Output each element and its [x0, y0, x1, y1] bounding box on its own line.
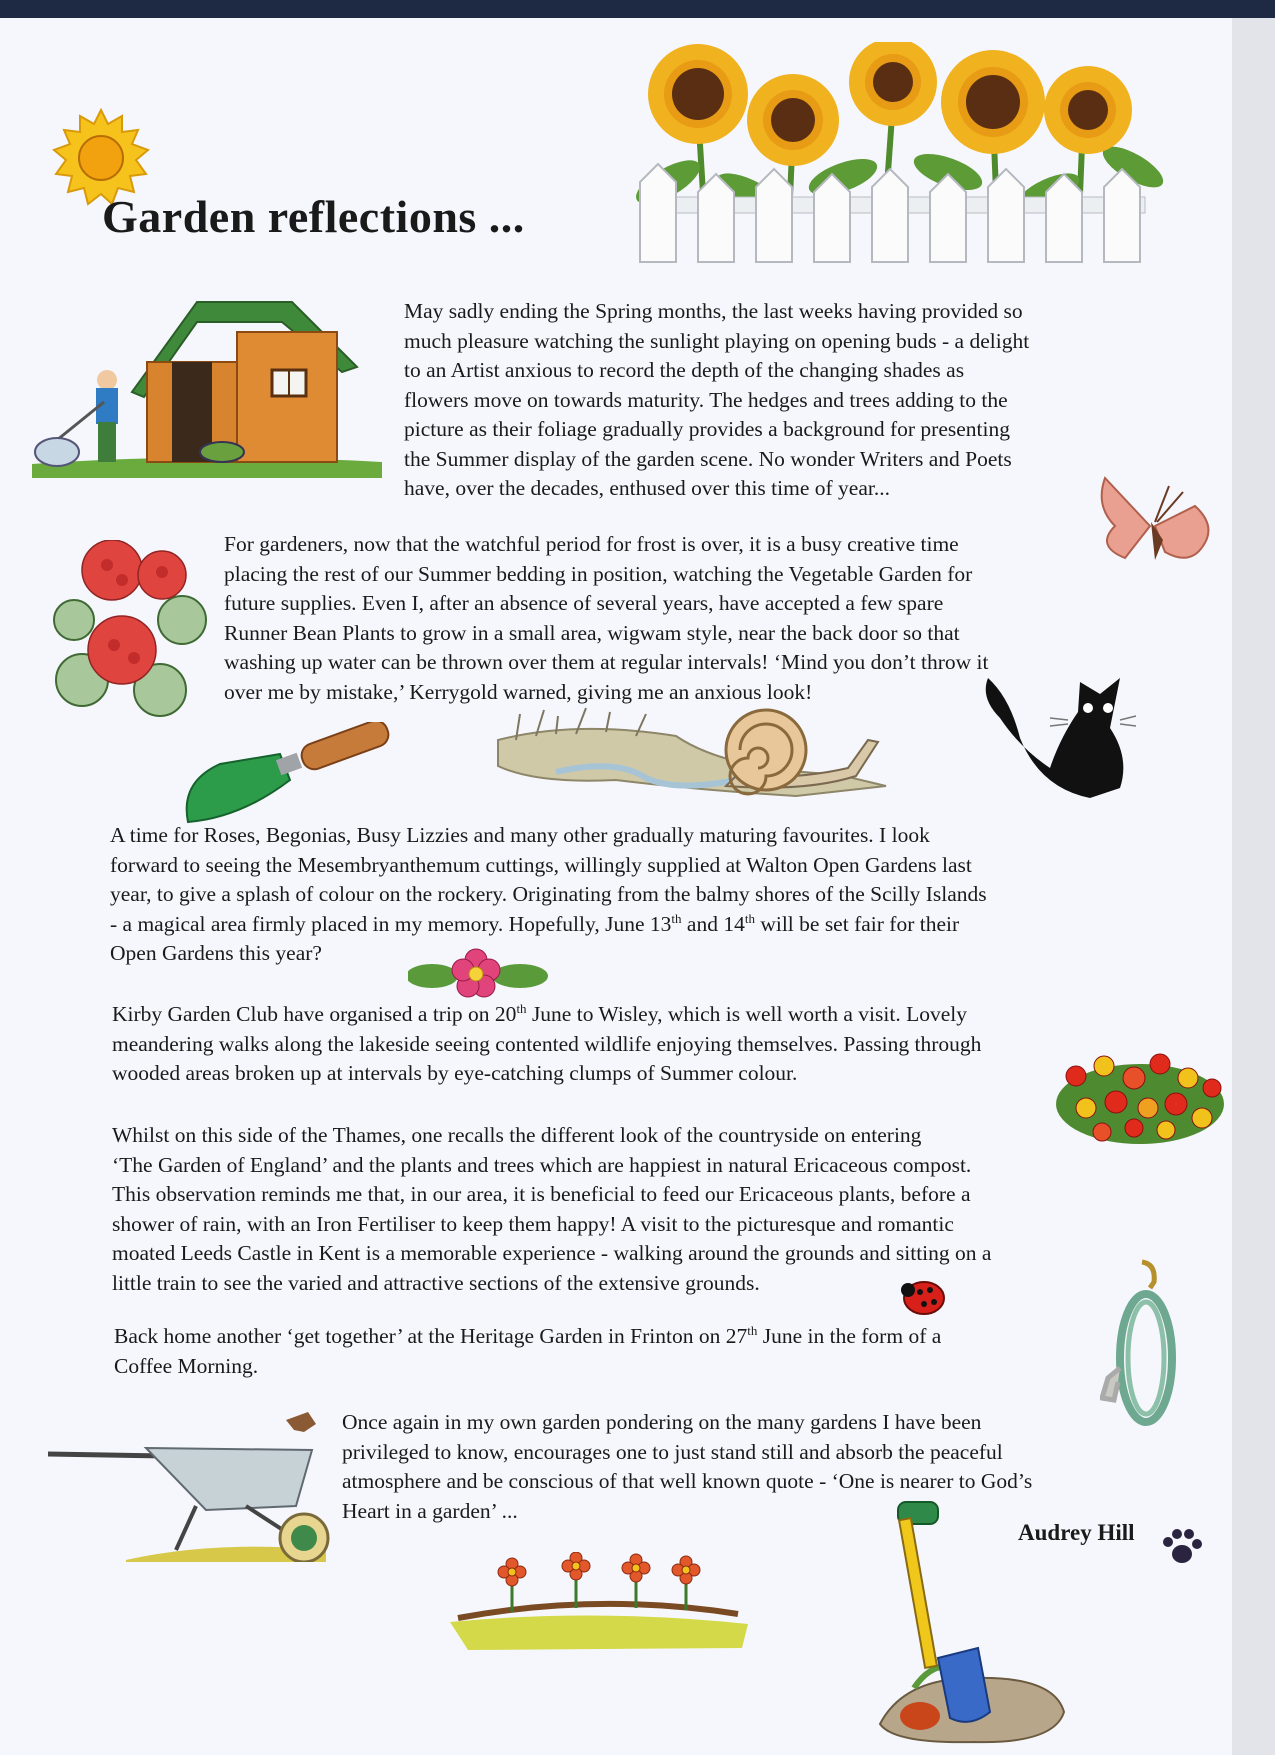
- butterfly-icon: [1095, 466, 1215, 578]
- black-cat-icon: [980, 668, 1138, 814]
- paragraph-frinton: Back home another ‘get together’ at the Heritage Garden in Frinton on 27th June in the form of a Coffee Morning.: [114, 1322, 942, 1378]
- paragraph-gardeners: For gardeners, now that the watchful period for frost is over, it is a busy creative time placing the rest of our Summer bedding in position, watching the Vegetable Garden for future supplies. Even I, after an absence of several years, have accepted a few spare Runner Bean Plants to grow in a small area, wigwam style, near the back door so that washing up water can be thrown over them at regular intervals! ‘Mind you don’t throw it over me by mistake,’ Kerrygold warned, giving me an anxious look!: [224, 532, 989, 704]
- sunflower-fence-icon: [628, 42, 1173, 300]
- wheelbarrow-icon: [46, 1410, 356, 1562]
- snail-icon: [496, 700, 894, 800]
- flower-border-icon: [448, 1552, 752, 1652]
- geranium-icon: [52, 540, 224, 720]
- paw-print-icon: [1160, 1526, 1202, 1568]
- scan-margin: [1232, 18, 1275, 1755]
- author-signature: Audrey Hill: [1018, 1520, 1135, 1545]
- page-title: Garden reflections ...: [102, 191, 525, 242]
- paragraph-roses: A time for Roses, Begonias, Busy Lizzies and many other gradually maturing favourites. I look forward to seeing the Mesembryanthemum cuttings, willingly supplied at Walton Open Gardens last year, to give a splash of colour on the rockery. Originating from the balmy shores of the Scilly Islands - a magical area firmly placed in my memory. Hopefully, June 13th and 14th will be set fair for their Open Gardens this year?: [110, 823, 987, 965]
- scan-header-bar: [0, 0, 1275, 20]
- paragraph-thames: Whilst on this side of the Thames, one recalls the different look of the countryside on entering ‘The Garden of England’ and the plants and trees which are happiest in natural Ericaceous compost. This observation reminds me that, in our area, it is beneficial to feed our Ericaceous plants, before a shower of rain, with an Iron Fertiliser to keep them happy! A visit to the picturesque and romantic moated Leeds Castle in Kent is a memorable experience - walking around the grounds and sitting on a little train to see the varied and attractive sections of the extensive grounds.: [112, 1123, 992, 1295]
- paragraph-closing: Once again in my own garden pondering on the many gardens I have been privileged to know, encourages one to just stand still and absorb the peaceful atmosphere and be conscious of that well known quote - ‘One is nearer to God’s Heart in a garden’ ...: [342, 1410, 1033, 1523]
- flower-bed-icon: [1056, 1048, 1224, 1148]
- hose-reel-icon: [1100, 1258, 1180, 1426]
- garden-shed-icon: [32, 292, 384, 478]
- paragraph-kirby: Kirby Garden Club have organised a trip on 20th June to Wisley, which is well worth a visit. Lovely meandering walks along the lakeside seeing contented wildlife enjoying themselves. Passing through wooded areas broken up at intervals by eye-catching clumps of Summer colour.: [112, 1000, 982, 1085]
- paragraph-intro: May sadly ending the Spring months, the last weeks having provided so much pleasure watching the sunlight playing on opening buds - a delight to an Artist anxious to record the depth of the changing shades as flowers move on towards maturity. The hedges and trees adding to the picture as their foliage gradually provides a background for presenting the Summer display of the garden scene. No wonder Writers and Poets have, over the decades, enthused over this time of year...: [404, 299, 1030, 500]
- trowel-icon: [180, 722, 394, 828]
